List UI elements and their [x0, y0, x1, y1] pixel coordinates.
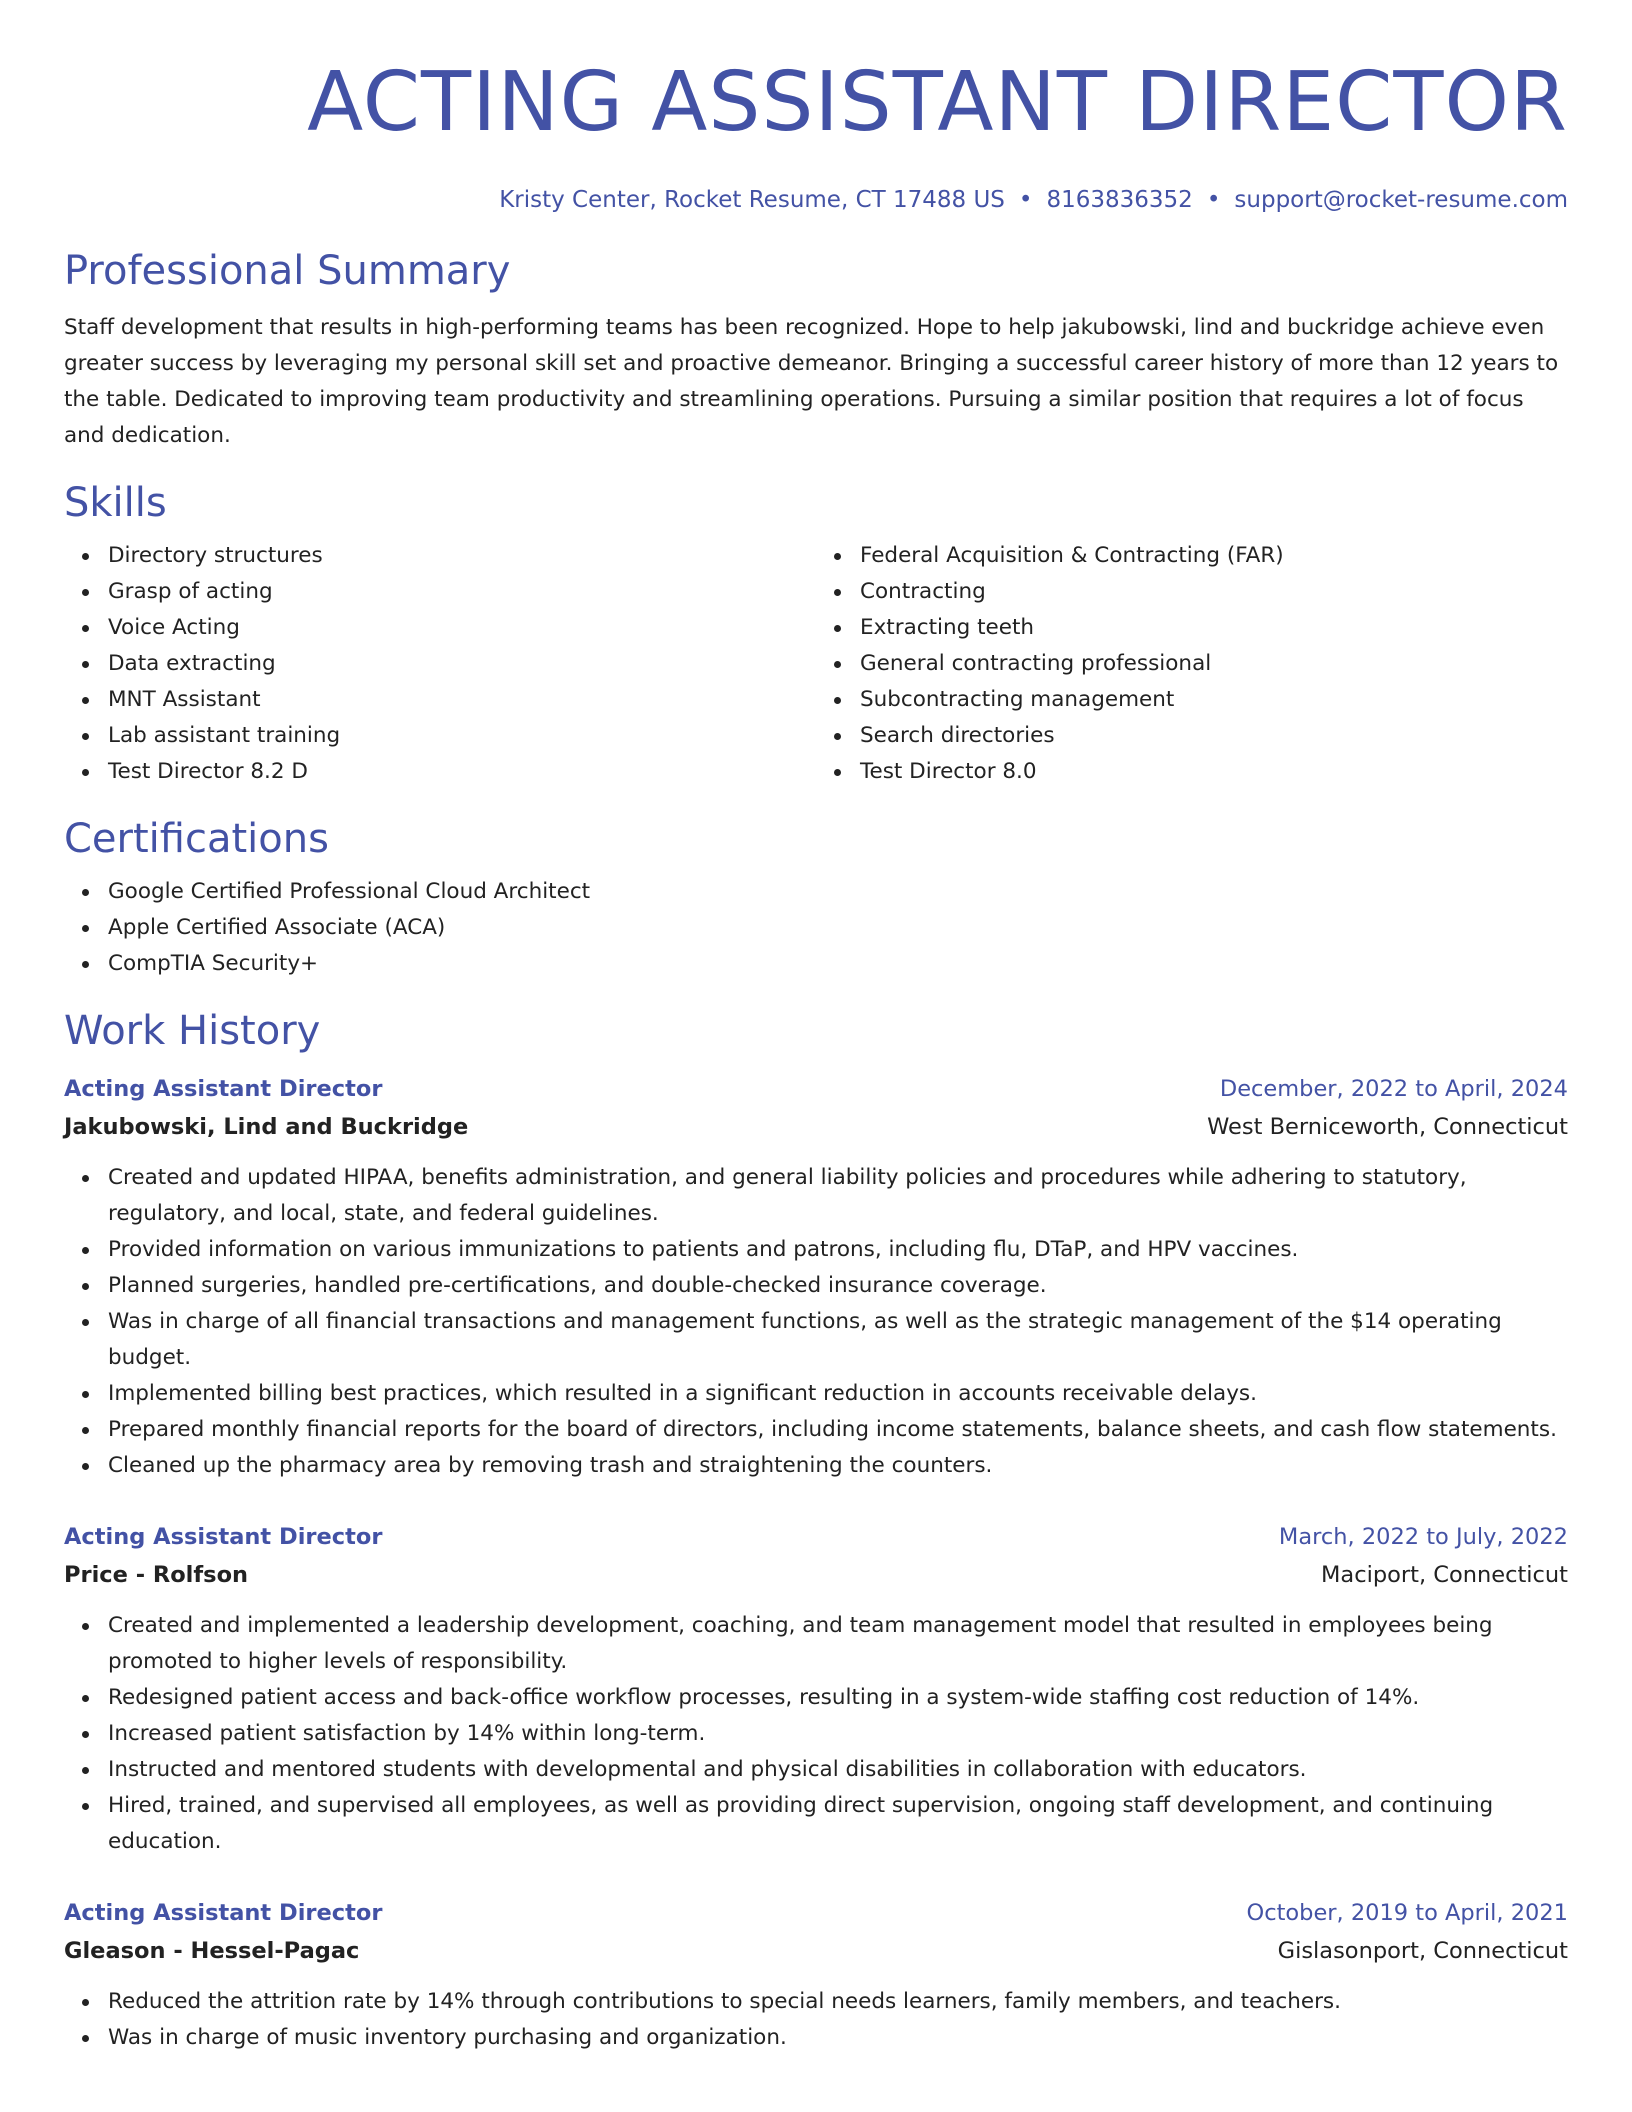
job-bullet: Redesigned patient access and back-office workflow processes, resulting in a system-wide staffing cost reduction of 14%. [108, 1680, 1568, 1716]
skill-item: Contracting [860, 574, 1568, 610]
contact-line [64, 184, 1568, 216]
skill-item: Voice Acting [108, 610, 816, 646]
certification-item: CompTIA Security+ [108, 946, 1568, 982]
certifications-list [64, 874, 1568, 982]
job-location: West Berniceworth, Connecticut [1207, 1114, 1568, 1140]
skill-item: Federal Acquisition & Contracting (FAR) [860, 538, 1568, 574]
job-bullets [64, 1608, 1568, 1860]
contact-email[interactable]: support@rocket-resume.com [1234, 187, 1568, 213]
skill-item: Data extracting [108, 646, 816, 682]
job-entry [64, 1070, 1568, 1484]
job-bullet: Created and implemented a leadership development, coaching, and team management model that resulted in employees being promoted to higher levels of responsibility. [108, 1608, 1568, 1680]
job-bullet: Created and updated HIPAA, benefits administration, and general liability policies and procedures while adhering to statutory, regulatory, and local, state, and federal guidelines. [108, 1160, 1568, 1232]
certification-item: Google Certified Professional Cloud Architect [108, 874, 1568, 910]
skill-item: General contracting professional [860, 646, 1568, 682]
job-bullet: Cleaned up the pharmacy area by removing trash and straightening the counters. [108, 1448, 1568, 1484]
contact-separator: • [1206, 187, 1221, 213]
job-title: Acting Assistant Director [64, 1524, 383, 1550]
job-dates: December, 2022 to April, 2024 [1219, 1076, 1568, 1102]
job-bullet: Implemented billing best practices, which resulted in a significant reduction in accounts receivable delays. [108, 1376, 1568, 1412]
skill-item: Search directories [860, 718, 1568, 754]
summary-text: Staff development that results in high-performing teams has been recognized. Hope to help jakubowski, lind and buckridge achieve even greater success by leveraging my personal skill set and proactive demeanor. Bringing a successful career history of more than 12 years to the table. Dedicated to improving team productivity and streamlining operations. Pursuing a similar position that requires a lot of focus and dedication. [64, 315, 1559, 448]
skill-item: Subcontracting management [860, 682, 1568, 718]
skill-item: Grasp of acting [108, 574, 816, 610]
job-bullet: Was in charge of music inventory purchasing and organization. [108, 2020, 1568, 2056]
job-bullet: Instructed and mentored students with developmental and physical disabilities in collaboration with educators. [108, 1752, 1568, 1788]
skill-item: MNT Assistant [108, 682, 816, 718]
skill-item: Extracting teeth [860, 610, 1568, 646]
job-bullet: Reduced the attrition rate by 14% through contributions to special needs learners, family members, and teachers. [108, 1984, 1568, 2020]
skill-item: Directory structures [108, 538, 816, 574]
job-title: Acting Assistant Director [64, 1076, 383, 1102]
contact-separator: • [1018, 187, 1033, 213]
job-location: Gislasonport, Connecticut [1277, 1938, 1568, 1964]
job-bullets [64, 1160, 1568, 1484]
certification-item: Apple Certified Associate (ACA) [108, 910, 1568, 946]
skill-item: Test Director 8.2 D [108, 754, 816, 790]
job-dates: March, 2022 to July, 2022 [1278, 1524, 1568, 1550]
skill-item: Test Director 8.0 [860, 754, 1568, 790]
job-bullet: Prepared monthly financial reports for the board of directors, including income statements, balance sheets, and cash flow statements. [108, 1412, 1568, 1448]
job-bullet: Hired, trained, and supervised all employees, as well as providing direct supervision, ongoing staff development, and continuing education. [108, 1788, 1568, 1860]
job-bullet: Provided information on various immunizations to patients and patrons, including flu, DTaP, and HPV vaccines. [108, 1232, 1568, 1268]
job-entry [64, 1894, 1568, 2056]
job-entry [64, 1518, 1568, 1860]
candidate-name: ACTING ASSISTANT DIRECTOR [307, 55, 1568, 150]
certifications-heading: Certifications [64, 816, 329, 862]
contact-phone: 8163836352 [1046, 187, 1193, 213]
job-bullet: Increased patient satisfaction by 14% within long-term. [108, 1716, 1568, 1752]
job-location: Maciport, Connecticut [1321, 1562, 1568, 1588]
job-dates: October, 2019 to April, 2021 [1246, 1900, 1568, 1926]
job-bullets [64, 1984, 1568, 2056]
job-title: Acting Assistant Director [64, 1900, 383, 1926]
skill-item: Lab assistant training [108, 718, 816, 754]
contact-address: Kristy Center, Rocket Resume, CT 17488 US [499, 187, 1005, 213]
work-history-heading: Work History [64, 1008, 321, 1054]
job-company: Gleason - Hessel-Pagac [64, 1938, 360, 1964]
job-company: Jakubowski, Lind and Buckridge [64, 1114, 469, 1140]
job-bullet: Planned surgeries, handled pre-certifications, and double-checked insurance coverage. [108, 1268, 1568, 1304]
summary-heading: Professional Summary [64, 248, 511, 294]
skills-columns [64, 538, 1568, 790]
job-company: Price - Rolfson [64, 1562, 249, 1588]
skills-list-right [816, 538, 1568, 790]
job-bullet: Was in charge of all financial transactions and management functions, as well as the strategic management of the $14 operating budget. [108, 1304, 1568, 1376]
skills-heading: Skills [64, 480, 167, 526]
skills-list-left [64, 538, 816, 790]
